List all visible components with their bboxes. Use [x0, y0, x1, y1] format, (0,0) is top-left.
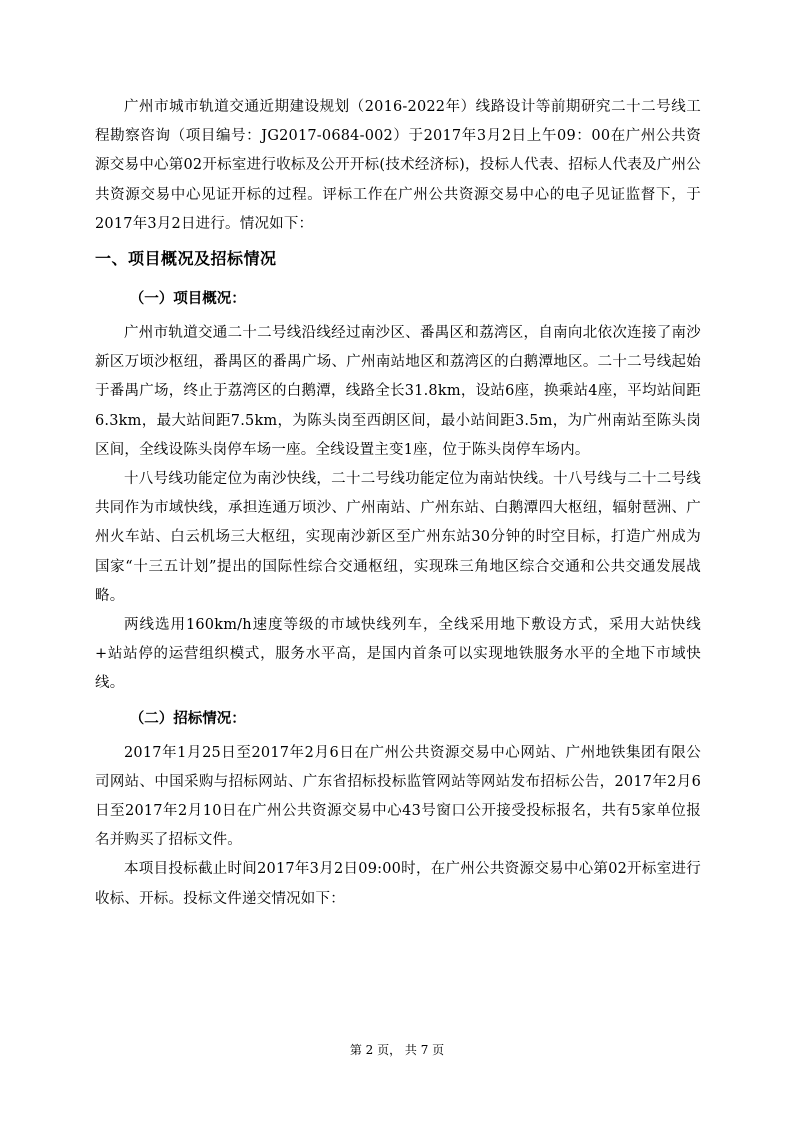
subsection-heading-tender-situation: （二）招标情况： — [129, 710, 246, 727]
subsection-heading-project-overview: （一）项目概况： — [129, 291, 246, 308]
section-heading-overview: 一、项目概况及招标情况 — [95, 249, 277, 269]
project-overview-paragraph-3: 两线选用160km/h速度等级的市域快线列车，全线采用地下敷设方式，采用大站快线+站站停的运营组织模式，服务水平高，是国内首条可以实现地铁服务水平的全地下市域快线。 — [95, 617, 701, 692]
project-overview-paragraph-2: 十八号线功能定位为南沙快线，二十二号线功能定位为南站快线。十八号线与二十二号线共同作为市域快线，承担连通万顷沙、广州南站、广州东站、白鹅潭四大枢纽，辐射琶洲、广州火车站、白云机场三大枢纽，实现南沙新区至广州东站30分钟的时空目标，打造广州成为国家“十三五计划”提出的国际性综合交通枢纽，实现珠三角地区综合交通和公共交通发展战略。 — [95, 471, 701, 604]
tender-paragraph-2: 本项目投标截止时间2017年3月2日09:00时，在广州公共资源交易中心第02开标室进行收标、开标。投标文件递交情况如下： — [95, 861, 701, 907]
tender-paragraph-1: 2017年1月25日至2017年2月6日在广州公共资源交易中心网站、广州地铁集团有限公司网站、中国采购与招标网站、广东省招标投标监管网站等网站发布招标公告，2017年2月6日至2017年2月10日在广州公共资源交易中心43号窗口公开接受投标报名，共有5家单位报名并购买了招标文件。 — [95, 744, 701, 849]
intro-paragraph: 广州市城市轨道交通近期建设规划（2016-2022年）线路设计等前期研究二十二号线工程勘察咨询（项目编号：JG2017-0684-002）于2017年3月2日上午09：00在广州公共资源交易中心第02开标室进行收标及公开开标(技术经济标)，投标人代表、招标人代表及广州公共资源交易中心见证开标的过程。评标工作在广州公共资源交易中心的电子见证监督下，于2017年3月2日进行。情况如下： — [95, 99, 701, 232]
project-overview-paragraph-1: 广州市轨道交通二十二号线沿线经过南沙区、番禺区和荔湾区，自南向北依次连接了南沙新区万顷沙枢纽，番禺区的番禺广场、广州南站地区和荔湾区的白鹅潭地区。二十二号线起始于番禺广场，终止于荔湾区的白鹅潭，线路全长31.8km，设站6座，换乘站4座，平均站间距6.3km，最大站间距7.5km，为陈头岗至西朗区间，最小站间距3.5m，为广州南站至陈头岗区间，全线设陈头岗停车场一座。全线设置主变1座，位于陈头岗停车场内。 — [95, 325, 701, 458]
page-number-footer: 第 2 页， 共 7 页 — [349, 1043, 445, 1057]
document-body — [95, 93, 701, 914]
